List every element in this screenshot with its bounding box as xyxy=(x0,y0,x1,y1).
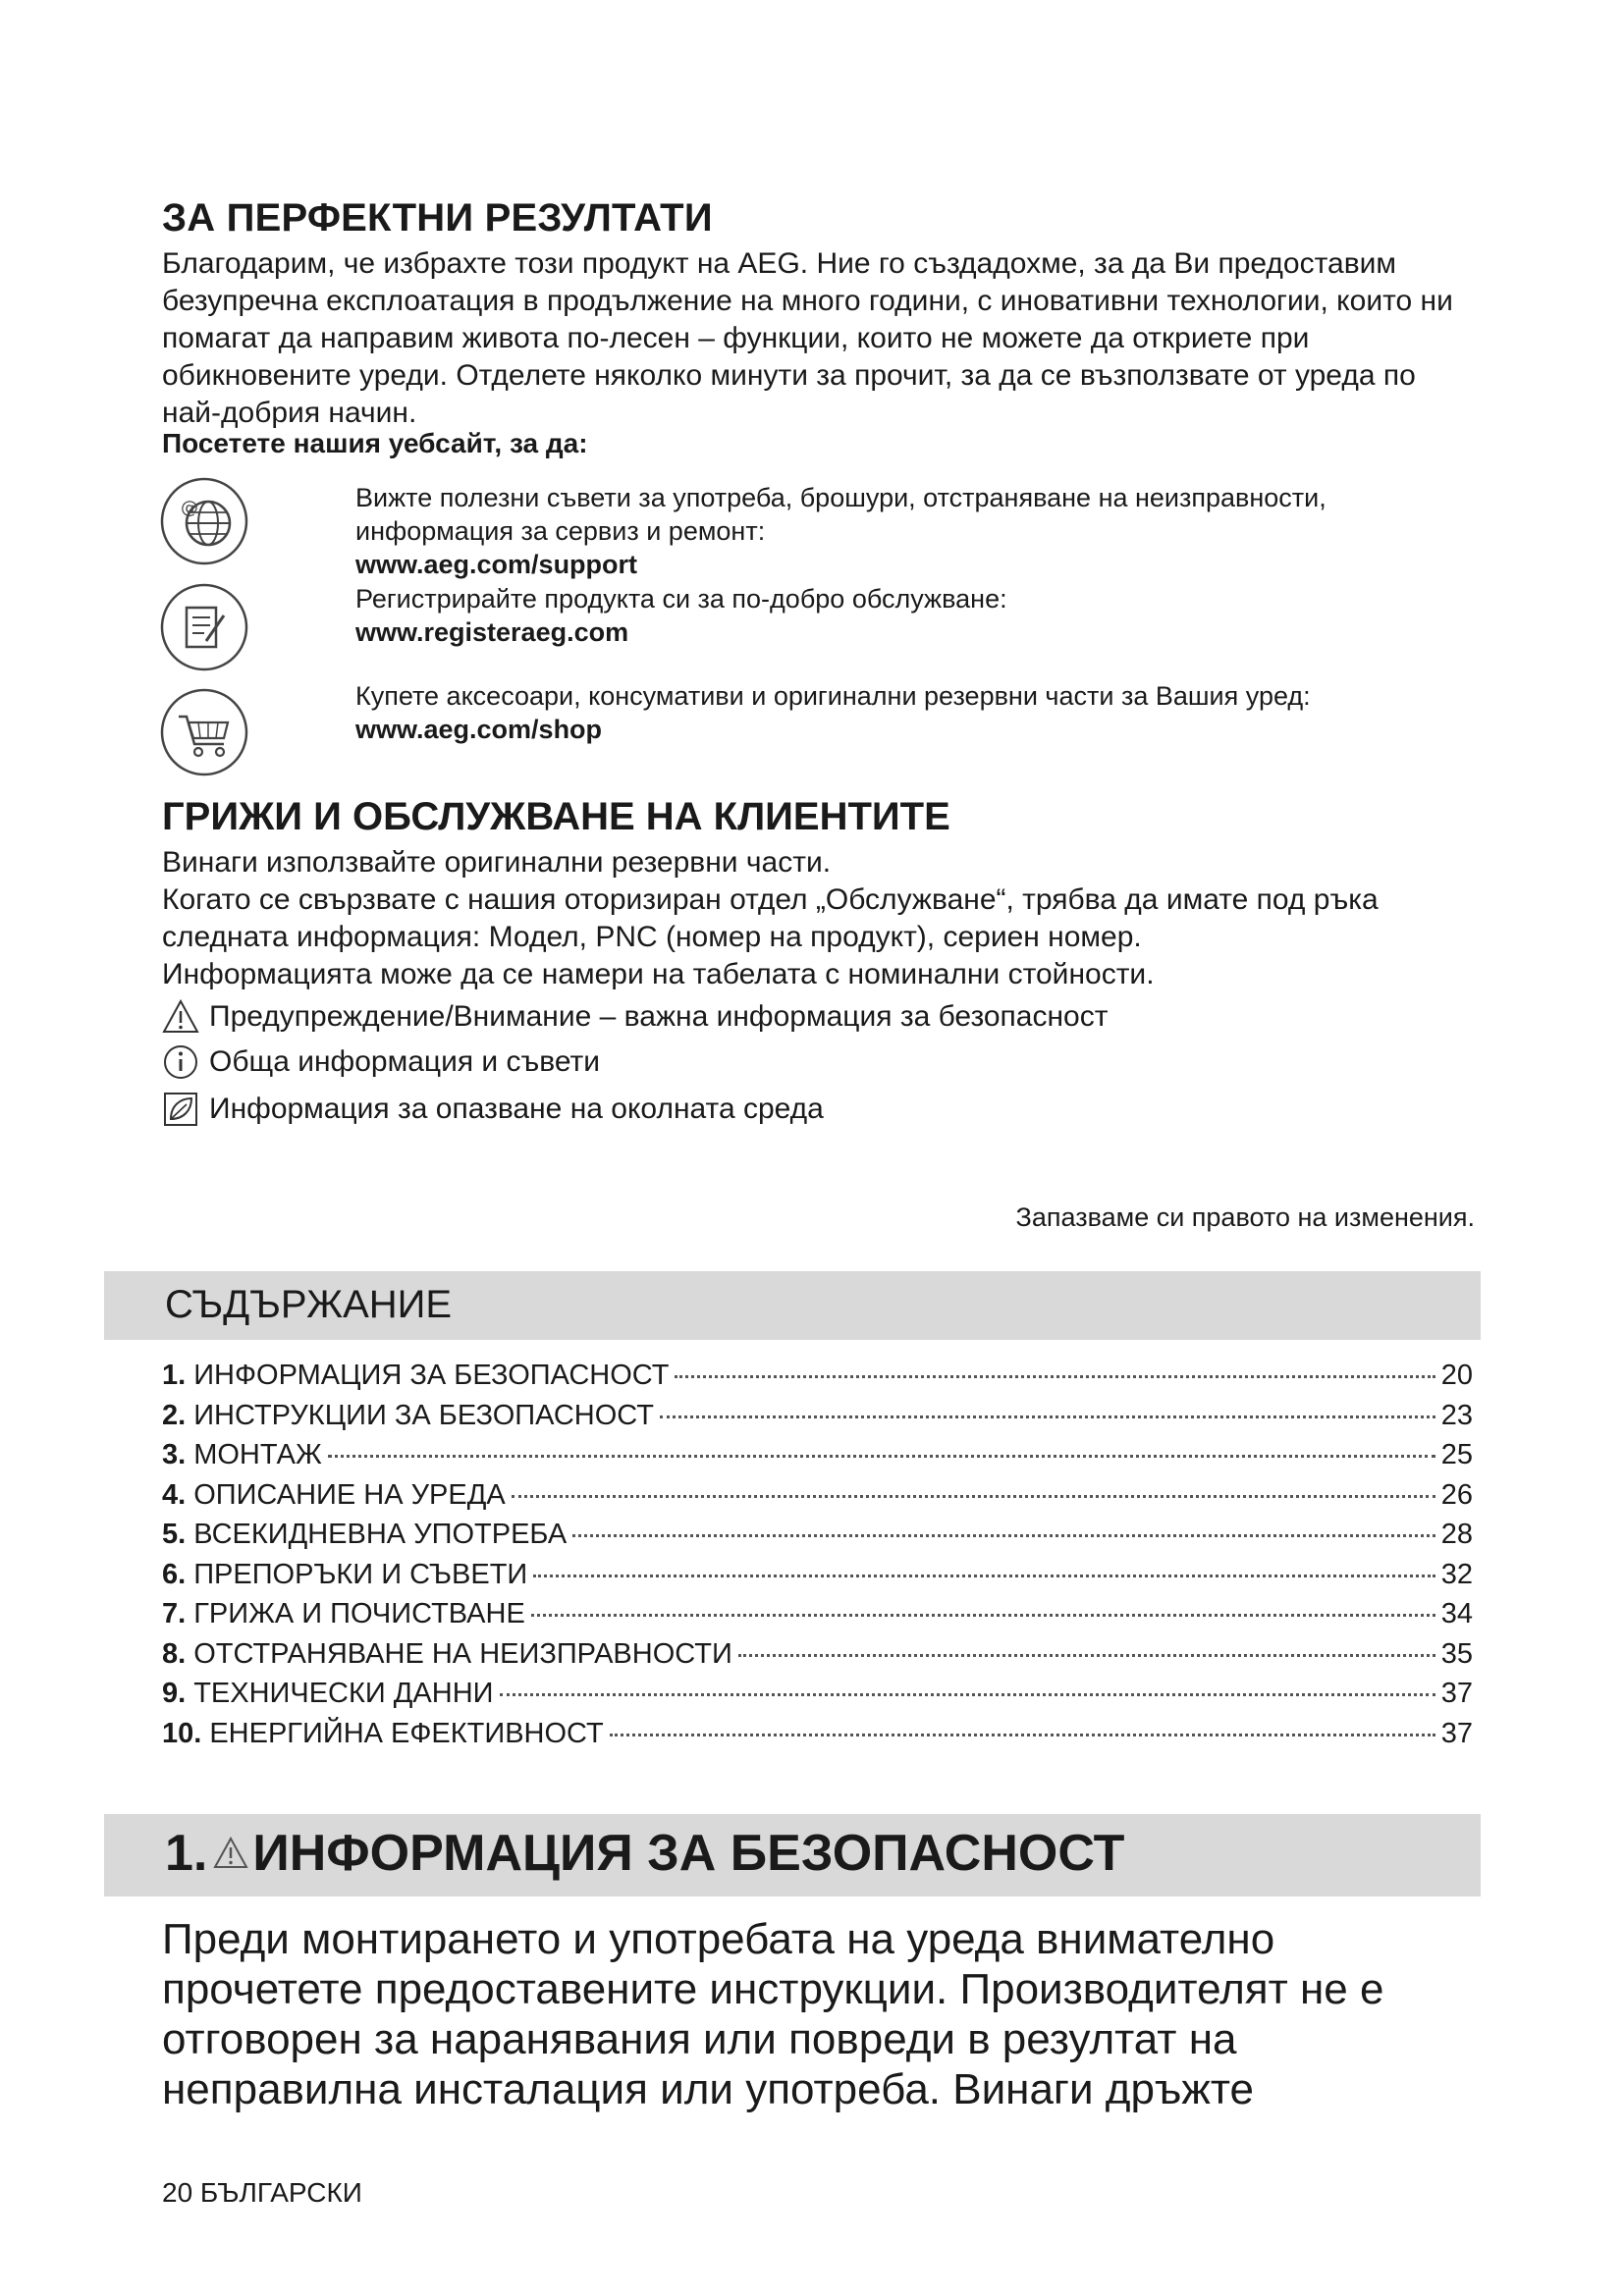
toc-leader-dots xyxy=(738,1654,1435,1657)
section-1-number: 1. xyxy=(165,1825,208,1882)
toc-leader-dots xyxy=(675,1375,1435,1378)
page-footer: 20 БЪЛГАРСКИ xyxy=(162,2177,362,2208)
toc-item-page: 25 xyxy=(1440,1439,1473,1470)
info-icon xyxy=(162,1043,199,1081)
toc-item[interactable] xyxy=(162,1598,1473,1638)
support-text: Вижте полезни съвети за употреба, брошури, отстраняване на неизправности, информация за сервиз и ремонт: xyxy=(355,483,1326,546)
toc-item-number: 1. xyxy=(162,1360,187,1391)
rights-reserved-note: Запазваме си правото на изменения. xyxy=(1015,1202,1475,1232)
support-link-block xyxy=(355,481,1485,581)
toc-item-page: 23 xyxy=(1440,1399,1473,1431)
toc-item-number: 10. xyxy=(162,1717,202,1749)
support-url-link[interactable]: www.aeg.com/support xyxy=(355,550,638,579)
toc-item[interactable] xyxy=(162,1519,1473,1559)
toc-item-number: 7. xyxy=(162,1598,187,1629)
toc-title: СЪДЪРЖАНИЕ xyxy=(165,1283,453,1326)
toc-item[interactable] xyxy=(162,1559,1473,1599)
toc-item[interactable] xyxy=(162,1718,1473,1758)
svg-text:@: @ xyxy=(181,498,198,518)
toc-item-page: 26 xyxy=(1440,1478,1473,1511)
toc-item-number: 2. xyxy=(162,1399,187,1431)
toc-leader-dots xyxy=(328,1455,1435,1458)
customer-care-heading: ГРИЖИ И ОБСЛУЖВАНЕ НА КЛИЕНТИТЕ xyxy=(162,795,950,838)
leaf-icon xyxy=(162,1091,199,1128)
toc-item-page: 34 xyxy=(1440,1598,1473,1629)
toc-item-label: ТЕХНИЧЕСКИ ДАННИ xyxy=(193,1678,494,1709)
toc-item-page: 32 xyxy=(1440,1558,1473,1590)
toc-leader-dots xyxy=(531,1614,1435,1617)
legend-info-text: Обща информация и съвети xyxy=(209,1045,601,1078)
customer-care-paragraph xyxy=(162,844,1478,993)
toc-item-label: ОПИСАНИЕ НА УРЕДА xyxy=(193,1478,506,1511)
safety-intro-paragraph: Преди монтирането и употребата на уреда внимателно прочетете предоставените инструкции. Производителят не е отговорен за наранявания или повреди в резултат на неправилна инсталация или употреба. Винаги дръжте xyxy=(162,1915,1384,2113)
toc-item-label: ПРЕПОРЪКИ И СЪВЕТИ xyxy=(193,1558,528,1590)
shop-url-link[interactable]: www.aeg.com/shop xyxy=(355,715,603,744)
globe-icon xyxy=(159,476,249,566)
toc-item-number: 4. xyxy=(162,1478,187,1511)
toc-item-number: 5. xyxy=(162,1519,187,1550)
toc-item-number: 8. xyxy=(162,1637,187,1670)
care-line-1: Винаги използвайте оригинални резервни части. xyxy=(162,846,832,879)
toc-item[interactable] xyxy=(162,1678,1473,1718)
toc-leader-dots xyxy=(610,1734,1435,1736)
toc-leader-dots xyxy=(512,1495,1435,1498)
visit-website-heading: Посетете нашия уебсайт, за да: xyxy=(162,428,588,458)
toc-item-label: ЕНЕРГИЙНА ЕФЕКТИВНОСТ xyxy=(209,1717,604,1749)
warning-icon xyxy=(162,998,199,1036)
legend-environment xyxy=(162,1091,824,1128)
toc-item-label: ОТСТРАНЯВАНЕ НА НЕИЗПРАВНОСТИ xyxy=(193,1637,732,1670)
toc-item[interactable] xyxy=(162,1638,1473,1679)
toc-item-label: ВСЕКИДНЕВНА УПОТРЕБА xyxy=(193,1519,568,1550)
shop-link-block xyxy=(355,679,1485,746)
toc-item[interactable] xyxy=(162,1439,1473,1479)
toc-item[interactable] xyxy=(162,1360,1473,1400)
care-line-2: Когато се свързвате с нашия оторизиран отдел „Обслужване“, трябва да имате под ръка следната информация: Модел, PNC (номер на продукт), сериен номер. xyxy=(162,883,1379,953)
section-1-label: ИНФОРМАЦИЯ ЗА БЕЗОПАСНОСТ xyxy=(252,1825,1125,1882)
register-url-link[interactable]: www.registeraeg.com xyxy=(355,617,629,647)
shop-text: Купете аксесоари, консумативи и оригинални резервни части за Вашия уред: xyxy=(355,681,1311,711)
toc-item-number: 9. xyxy=(162,1678,187,1709)
table-of-contents xyxy=(162,1360,1473,1757)
toc-item[interactable] xyxy=(162,1479,1473,1520)
toc-leader-dots xyxy=(660,1415,1435,1418)
toc-item-label: МОНТАЖ xyxy=(193,1439,322,1470)
toc-leader-dots xyxy=(500,1693,1435,1696)
section-header-band xyxy=(104,1814,1481,1896)
toc-item-label: ИНСТРУКЦИИ ЗА БЕЗОПАСНОСТ xyxy=(193,1399,654,1431)
toc-item-page: 37 xyxy=(1440,1717,1473,1749)
perfect-results-heading: ЗА ПЕРФЕКТНИ РЕЗУЛТАТИ xyxy=(162,196,713,240)
toc-item-page: 37 xyxy=(1440,1678,1473,1709)
toc-leader-dots xyxy=(533,1575,1435,1577)
toc-leader-dots xyxy=(572,1534,1435,1537)
legend-environment-text: Информация за опазване на околната среда xyxy=(209,1093,824,1125)
legend-warning xyxy=(162,998,1108,1036)
legend-info xyxy=(162,1043,600,1081)
toc-item-page: 20 xyxy=(1440,1360,1473,1391)
toc-item-page: 35 xyxy=(1440,1637,1473,1670)
toc-item-number: 6. xyxy=(162,1558,187,1590)
toc-item-label: ИНФОРМАЦИЯ ЗА БЕЗОПАСНОСТ xyxy=(193,1360,670,1391)
cart-icon xyxy=(159,687,249,777)
toc-header-band xyxy=(104,1271,1481,1340)
register-text: Регистрирайте продукта си за по-добро обслужване: xyxy=(355,584,1007,614)
toc-item-label: ГРИЖА И ПОЧИСТВАНЕ xyxy=(193,1598,525,1629)
section-1-title xyxy=(165,1824,1124,1883)
register-link-block xyxy=(355,582,1485,649)
toc-item-number: 3. xyxy=(162,1439,187,1470)
warning-icon xyxy=(213,1836,248,1871)
intro-paragraph: Благодарим, че избрахте този продукт на AEG. Ние го създадохме, за да Ви предоставим безупречна експлоатация в продължение на много години, с иновативни технологии, които ни помагат да направим живота по-лесен – функции, които не можете да откриете при обикновените уреди. Отделете няколко минути за прочит, за да се възползвате от уреда по най-добрия начин. xyxy=(162,247,1453,429)
legend-warning-text: Предупреждение/Внимание – важна информация за безопасност xyxy=(209,1000,1109,1033)
care-line-3: Информацията може да се намери на табелата с номинални стойности. xyxy=(162,958,1155,990)
toc-item[interactable] xyxy=(162,1400,1473,1440)
register-icon xyxy=(159,582,249,672)
toc-item-page: 28 xyxy=(1440,1519,1473,1550)
